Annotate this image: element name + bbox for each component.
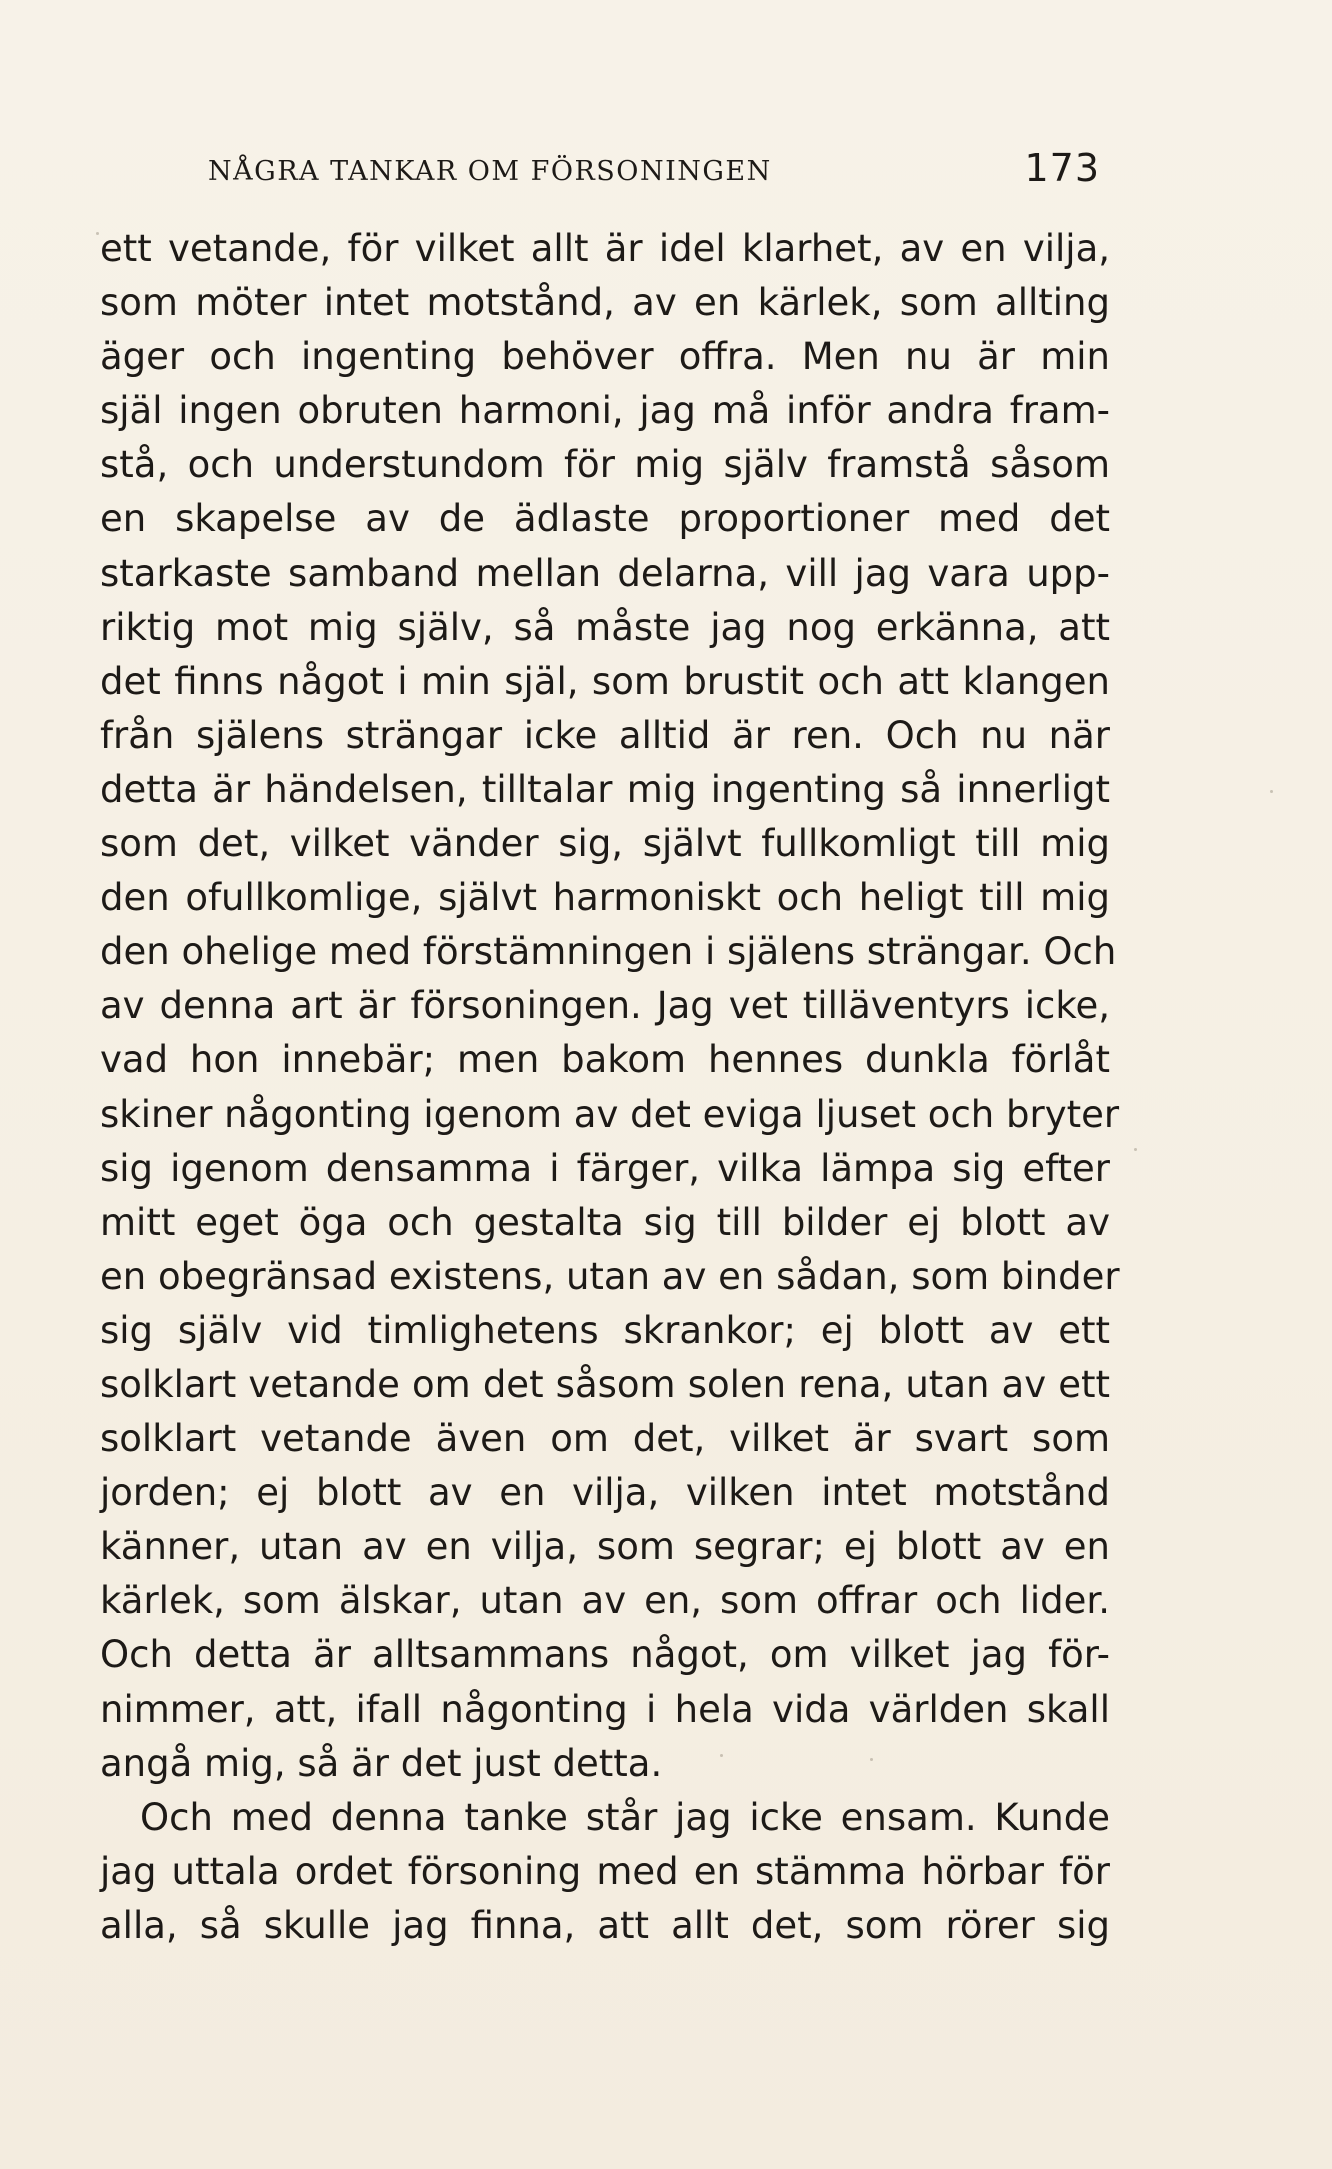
paper-speck <box>1134 1148 1137 1151</box>
text-line: sig själv vid timlighetens skrankor; ej blott av ett <box>100 1308 1110 1352</box>
text-line: solklart vetande om det såsom solen rena, utan av ett <box>100 1362 1110 1406</box>
text-line: det finns något i min själ, som brustit och att klangen <box>100 659 1110 703</box>
text-line: som möter intet motstånd, av en kärlek, som allting <box>100 281 1110 325</box>
text-line: av denna art är försoningen. Jag vet tilläventyrs icke, <box>100 984 1110 1028</box>
text-line: ett vetande, för vilket allt är idel klarhet, av en vilja, <box>100 227 1110 270</box>
text-line: från själens strängar icke alltid är ren. Och nu när <box>100 713 1110 757</box>
text-line: vad hon innebär; men bakom hennes dunkla förlåt <box>100 1038 1110 1082</box>
text-line: som det, vilket vänder sig, självt fullkomligt till mig <box>100 822 1110 866</box>
text-line: själ ingen obruten harmoni, jag må inför andra fram- <box>100 389 1110 433</box>
paper-speck <box>1270 790 1273 793</box>
text-line: jorden; ej blott av en vilja, vilken intet motstånd <box>100 1471 1110 1515</box>
text-line: nimmer, att, ifall någonting i hela vida världen skall <box>100 1687 1110 1731</box>
text-line: mitt eget öga och gestalta sig till bilder ej blott av <box>100 1200 1110 1244</box>
text-line: jag uttala ordet försoning med en stämma hörbar för <box>100 1849 1110 1893</box>
text-line: solklart vetande även om det, vilket är svart som <box>100 1417 1110 1461</box>
running-title: NÅGRA TANKAR OM FÖRSONINGEN <box>208 156 772 187</box>
paper-speck <box>96 232 99 235</box>
text-line: riktig mot mig själv, så måste jag nog erkänna, att <box>100 605 1110 649</box>
text-line: skiner någonting igenom av det eviga ljuset och bryter <box>100 1092 1120 1136</box>
running-head <box>100 146 1100 190</box>
paper-speck <box>720 1754 723 1757</box>
paragraph-start-line: Och med denna tanke står jag icke ensam. Kunde <box>140 1795 1110 1839</box>
paper-speck <box>870 1758 873 1761</box>
text-line: stå, och understundom för mig själv framstå såsom <box>100 443 1110 487</box>
text-line: detta är händelsen, tilltalar mig ingenting så innerligt <box>100 767 1110 811</box>
body-text <box>100 222 1120 1953</box>
text-line: känner, utan av en vilja, som segrar; ej blott av en <box>100 1525 1110 1569</box>
text-line: en skapelse av de ädlaste proportioner med det <box>100 497 1110 541</box>
text-line: alla, så skulle jag finna, att allt det, som rörer sig <box>100 1903 1110 1947</box>
text-line: Och detta är alltsammans något, om vilket jag för- <box>100 1633 1110 1677</box>
text-line: en obegränsad existens, utan av en sådan, som binder <box>100 1254 1120 1298</box>
text-line: den ohelige med förstämningen i själens strängar. Och <box>100 930 1117 974</box>
text-line: kärlek, som älskar, utan av en, som offrar och lider. <box>100 1579 1110 1623</box>
text-line: sig igenom densamma i färger, vilka lämpa sig efter <box>100 1146 1110 1190</box>
text-line: den ofullkomlige, självt harmoniskt och heligt till mig <box>100 876 1110 920</box>
page-number: 173 <box>1024 146 1100 190</box>
text-line: äger och ingenting behöver offra. Men nu är min <box>100 335 1110 379</box>
paragraph-end-line: angå mig, så är det just detta. <box>100 1741 663 1785</box>
text-line: starkaste samband mellan delarna, vill jag vara upp- <box>100 551 1110 595</box>
